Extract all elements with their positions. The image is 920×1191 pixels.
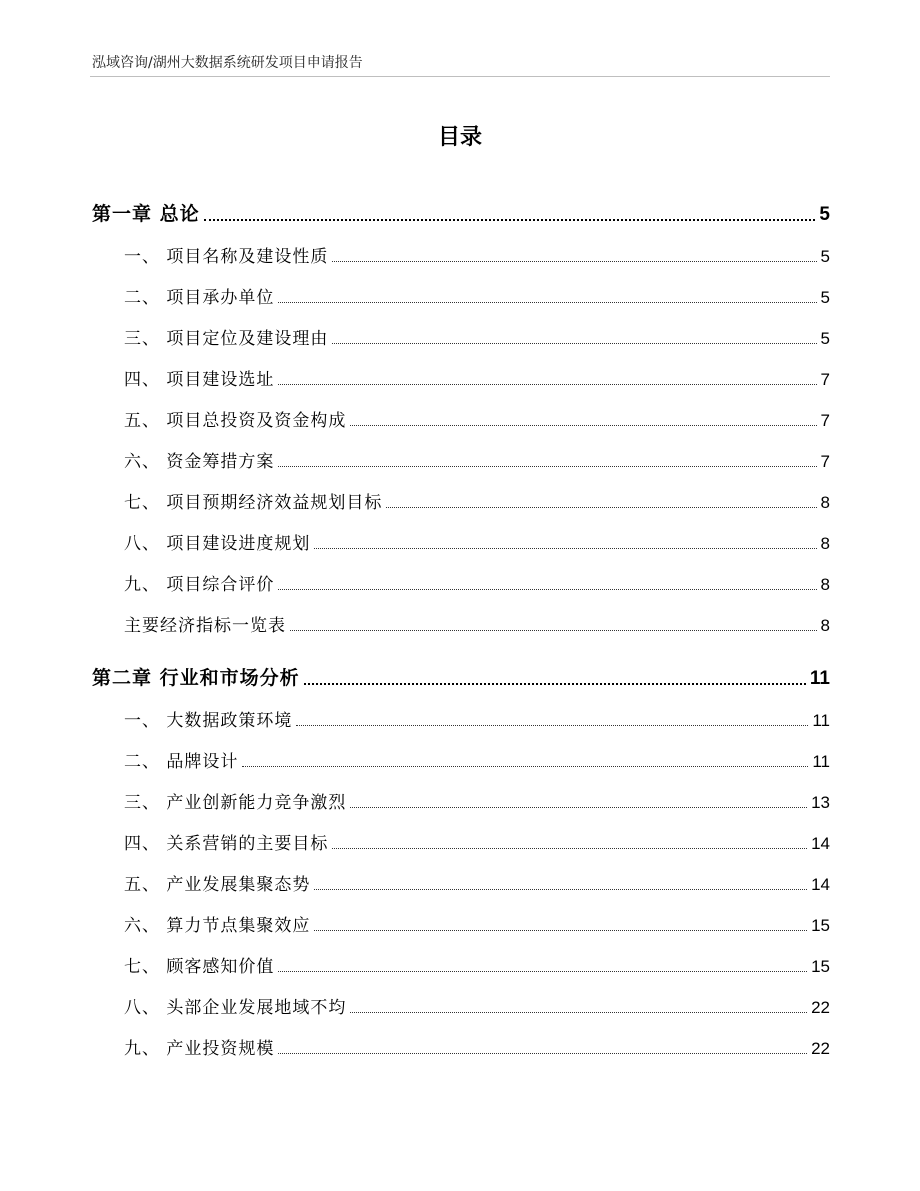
- toc-section-2-6[interactable]: [92, 895, 830, 936]
- toc-entry-page: 8: [820, 616, 830, 635]
- toc-title: 目录: [437, 125, 482, 150]
- toc-section-1-table[interactable]: [92, 595, 830, 636]
- toc-entry-label: 九、 项目综合评价: [124, 575, 275, 595]
- toc-entry-page: 7: [820, 370, 830, 389]
- toc-section-1-7[interactable]: [92, 472, 830, 513]
- toc-section-1-6[interactable]: [92, 431, 830, 472]
- toc-entry-page: 7: [820, 411, 830, 430]
- toc-section-1-8[interactable]: [92, 513, 830, 554]
- toc-entry-label: 四、 关系营销的主要目标: [124, 834, 329, 854]
- toc-entry-label: 三、 项目定位及建设理由: [124, 329, 329, 349]
- toc-entry-label: 主要经济指标一览表: [124, 616, 286, 636]
- toc-leader-dots: [278, 466, 816, 467]
- toc-entry-label: 五、 产业发展集聚态势: [124, 875, 311, 895]
- toc-section-1-5[interactable]: [92, 390, 830, 431]
- toc-list: [92, 172, 830, 1059]
- toc-entry-label: 二、 品牌设计: [124, 752, 239, 772]
- toc-leader-dots: [350, 807, 807, 808]
- toc-entry-page: 22: [811, 1039, 830, 1058]
- toc-entry-label: 四、 项目建设选址: [124, 370, 275, 390]
- toc-section-1-3[interactable]: [92, 308, 830, 349]
- toc-entry-label: 八、 项目建设进度规划: [124, 534, 311, 554]
- toc-chapter-2[interactable]: [92, 640, 830, 690]
- toc-section-2-8[interactable]: [92, 977, 830, 1018]
- toc-entry-page: 5: [820, 329, 830, 348]
- toc-leader-dots: [314, 889, 807, 890]
- toc-leader-dots: [278, 302, 816, 303]
- toc-entry-page: 13: [811, 793, 830, 812]
- toc-section-2-9[interactable]: [92, 1018, 830, 1059]
- toc-section-2-1[interactable]: [92, 690, 830, 731]
- toc-entry-label: 七、 顾客感知价值: [124, 957, 275, 977]
- toc-section-2-4[interactable]: [92, 813, 830, 854]
- toc-entry-page: 7: [820, 452, 830, 471]
- toc-entry-label: 六、 资金筹措方案: [124, 452, 275, 472]
- toc-section-2-5[interactable]: [92, 854, 830, 895]
- toc-leader-dots: [242, 766, 808, 767]
- toc-entry-label: 八、 头部企业发展地域不均: [124, 998, 347, 1018]
- toc-entry-page: 8: [820, 534, 830, 553]
- toc-entry-page: 11: [809, 668, 830, 689]
- toc-section-2-2[interactable]: [92, 731, 830, 772]
- toc-section-1-1[interactable]: [92, 226, 830, 267]
- toc-leader-dots: [386, 507, 816, 508]
- toc-leader-dots: [278, 384, 816, 385]
- toc-entry-label: 第二章 行业和市场分析: [92, 667, 300, 689]
- toc-entry-page: 5: [819, 204, 830, 225]
- toc-entry-label: 九、 产业投资规模: [124, 1039, 275, 1059]
- toc-entry-page: 8: [820, 493, 830, 512]
- toc-leader-dots: [350, 425, 816, 426]
- header-divider: [90, 76, 830, 77]
- toc-leader-dots: [314, 930, 807, 931]
- toc-entry-page: 5: [820, 288, 830, 307]
- toc-entry-label: 六、 算力节点集聚效应: [124, 916, 311, 936]
- toc-leader-dots: [332, 848, 807, 849]
- toc-leader-dots: [296, 725, 808, 726]
- toc-entry-page: 5: [820, 247, 830, 266]
- toc-section-1-2[interactable]: [92, 267, 830, 308]
- toc-entry-page: 11: [812, 752, 830, 771]
- toc-entry-label: 第一章 总论: [92, 203, 200, 225]
- toc-entry-page: 8: [820, 575, 830, 594]
- toc-entry-page: 11: [812, 711, 830, 730]
- toc-leader-dots: [332, 261, 816, 262]
- toc-chapter-1[interactable]: [92, 176, 830, 226]
- toc-leader-dots: [204, 219, 816, 221]
- toc-section-2-3[interactable]: [92, 772, 830, 813]
- toc-section-1-4[interactable]: [92, 349, 830, 390]
- toc-entry-page: 15: [811, 916, 830, 935]
- toc-leader-dots: [278, 589, 816, 590]
- toc-entry-page: 14: [811, 834, 830, 853]
- toc-leader-dots: [278, 1053, 807, 1054]
- toc-entry-label: 一、 大数据政策环境: [124, 711, 293, 731]
- toc-leader-dots: [278, 971, 807, 972]
- toc-leader-dots: [290, 630, 817, 631]
- toc-entry-page: 15: [811, 957, 830, 976]
- toc-entry-label: 三、 产业创新能力竞争激烈: [124, 793, 347, 813]
- toc-leader-dots: [332, 343, 816, 344]
- toc-leader-dots: [314, 548, 816, 549]
- toc-entry-label: 一、 项目名称及建设性质: [124, 247, 329, 267]
- toc-leader-dots: [350, 1012, 807, 1013]
- toc-leader-dots: [304, 683, 806, 685]
- toc-entry-label: 五、 项目总投资及资金构成: [124, 411, 347, 431]
- toc-entry-label: 七、 项目预期经济效益规划目标: [124, 493, 383, 513]
- toc-section-1-9[interactable]: [92, 554, 830, 595]
- toc-entry-page: 14: [811, 875, 830, 894]
- toc-entry-page: 22: [811, 998, 830, 1017]
- toc-section-2-7[interactable]: [92, 936, 830, 977]
- toc-entry-label: 二、 项目承办单位: [124, 288, 275, 308]
- page-header: 泓域咨询/湖州大数据系统研发项目申请报告: [92, 55, 363, 71]
